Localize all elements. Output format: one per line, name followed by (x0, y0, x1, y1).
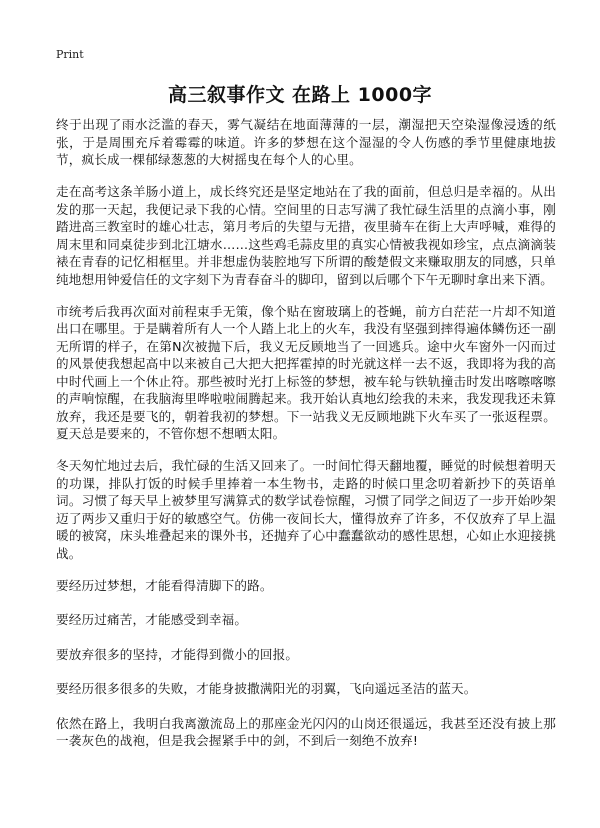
article-body (56, 116, 556, 764)
paragraph: 要放弃很多的坚持，才能得到微小的回报。 (56, 646, 299, 662)
page-title: 高三叙事作文 在路上 1000字 (167, 84, 433, 106)
paragraph: 走在高考这条羊肠小道上，成长终究还是坚定地站在了我的面前，但总归是幸福的。从出发的那一天起，我便记录下我的心情。空间里的日志写满了我忙碌生活里的点滴小事，刚踏进高三教室时的雄心壮志，第月考后的失望与无措，夜里骑车在街上大声呼喊，难得的周末里和同桌徒步到北江塘水……这些鸡毛蒜皮里的真实心情被我视如珍宝，点点滴滴装裱在青春的记忆相框里。并非想虚伪装腔地写下所谓的酸楚假文来赚取朋友的同感，只单纯地想用钟爱信任的文字刻下为青春奋斗的脚印，留到以后哪个下午无聊时拿出来下酒。 (56, 184, 556, 287)
paragraph: 依然在路上，我明白我离激流岛上的那座金光闪闪的山岗还很遥远，我甚至还没有披上那一袭灰色的战袍，但是我会握紧手中的剑，不到后一刻绝不放弃! (56, 715, 556, 748)
paragraph: 要经历很多很多的失败，才能身披撒满阳光的羽翼，飞向遥远圣洁的蓝天。 (56, 681, 477, 696)
paragraph: 终于出现了雨水泛滥的春天，雾气凝结在地面薄薄的一层，潮湿把天空染湿像浸透的纸张，于是周围充斥着霉霉的味道。许多的梦想在这个湿湿的令人伤感的季节里健康地拔节，疯长成一棵郁绿葱葱的大树摇曳在每个人的心里。 (56, 117, 556, 167)
print-link[interactable]: Print (56, 48, 84, 61)
paragraph: 冬天匆忙地过去后，我忙碌的生活又回来了。一时间忙得天翻地覆，睡觉的时候想着明天的功课，排队打饭的时候手里捧着一本生物书，走路的时候口里念叨着新抄下的英语单词。习惯了每天早上被梦里写满算式的数学试卷惊醒，习惯了同学之间迈了一步开始吵架迈了两步又重归于好的敏感空气。仿佛一夜间长大，懂得放弃了许多，不仅放弃了早上温暖的被窝，床头堆叠起来的课外书，还抛弃了心中蠢蠢欲动的感性思想，心如止水迎接挑战。 (56, 458, 556, 561)
paragraph: 市统考后我再次面对前程束手无策，像个贴在窗玻璃上的苍蝇，前方白茫茫一片却不知道出口在哪里。于是瞒着所有人一个人踏上北上的火车，我没有坚强到摔得遍体鳞伤还一副无所谓的样子，在第N次被抛下后，我义无反顾地当了一回逃兵。途中火车窗外一闪而过的风景使我想起高中以来被自己大把大把挥霍掉的时光就这样一去不返，我即将为我的高中时代画上一个休止符。那些被时光打上标签的梦想，被车轮与铁轨撞击时发出喀嚓喀嚓的声响惊醒，在我脑海里哗啦啦闹腾起来。我开始认真地幻绘我的未来，我发现我还未算放弃，我还是要飞的，朝着我初的梦想。下一站我义无反顾地跳下火车买了一张返程票。夏天总是要来的，不管你想不想晒太阳。 (56, 303, 556, 441)
paragraph: 要经历过梦想，才能看得清脚下的路。 (56, 577, 273, 593)
paragraph: 要经历过痛苦，才能感受到幸福。 (56, 612, 248, 627)
